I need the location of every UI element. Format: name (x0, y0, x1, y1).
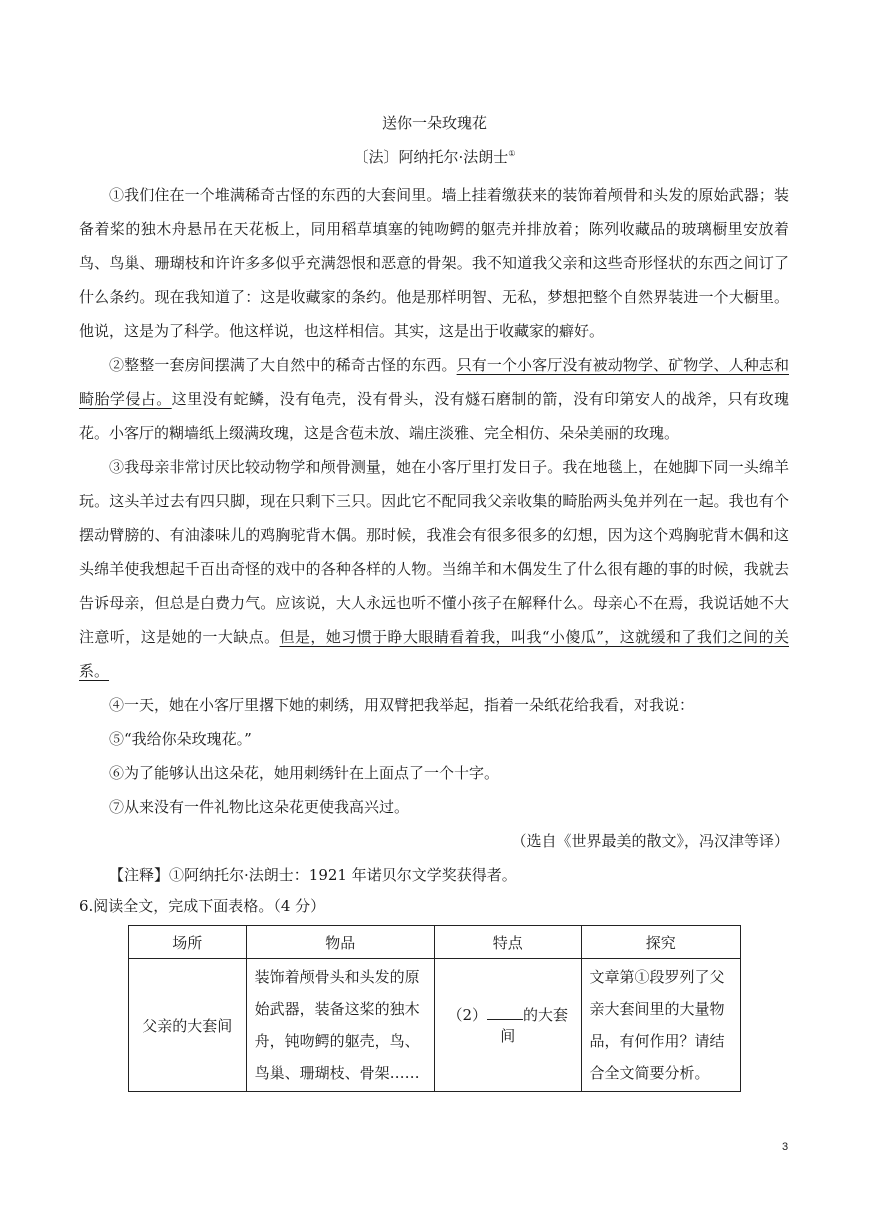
paragraph-5: ⑤“我给你朵玫瑰花。” (109, 730, 252, 748)
paragraph-3-text-a: ③我母亲非常讨厌比较动物学和颅骨测量，她在小客厅里打发日子。我在地毯上，在她脚下同一头绵羊玩。这头羊过去有四只脚，现在只剩下三只。因此它不配同我父亲收集的畸胎两头兔并列在一起。我也有个摆动臂膀的、有油漆味儿的鸡胸驼背木偶。那时候，我准会有很多很多的幻想，因为这个鸡胸驼背木偶和这头绵羊使我想起千百出奇怪的戏中的各种各样的人物。当绵羊和木偶发生了什么很有趣的事的时候，我就去告诉母亲，但总是白费力气。应该说，大人永远也听不懂小孩子在解释什么。母亲心不在焉，我说话她不大注意听，这是她的一大缺点。 (79, 458, 789, 646)
paragraph-3-underlined: 但是，她习惯于睁大眼睛看着我，叫我“小傻瓜”，这就缓和了我们之间的关系。 (79, 628, 789, 680)
table-row (129, 959, 741, 1092)
paragraph-2 (79, 348, 789, 450)
source-citation: （选自《世界最美的散文》，冯汉津等译） (511, 832, 789, 850)
header-items: 物品 (246, 926, 434, 959)
feature-prefix: （2） (447, 1006, 487, 1024)
table-header-row (129, 926, 741, 959)
author-note-mark: ① (508, 149, 516, 158)
essay-author (0, 146, 869, 167)
header-place: 场所 (129, 926, 247, 959)
essay-title: 送你一朵玫瑰花 (381, 114, 487, 132)
paragraph-4: ④一天，她在小客厅里撂下她的刺绣，用双臂把我举起，指着一朵纸花给我看，对我说： (109, 696, 695, 714)
cell-explore: 文章第①段罗列了父亲大套间里的大量物品，有何作用？请结合全文简要分析。 (581, 959, 740, 1092)
cell-feature (434, 959, 581, 1092)
paragraph-6: ⑥为了能够认出这朵花，她用刺绣针在上面点了一个十字。 (109, 764, 500, 782)
annotation-note: 【注释】①阿纳托尔·法朗士：1921 年诺贝尔文学奖获得者。 (109, 866, 517, 884)
author-name: 〔法〕阿纳托尔·法朗士 (353, 148, 509, 166)
paragraph-2-text-b: 这里没有蛇鳞，没有龟壳，没有骨头，没有燧石磨制的箭，没有印第安人的战斧，只有玫瑰花。小客厅的糊墙纸上缀满玫瑰，这是含苞未放、端庄淡雅、完全相仿、朵朵美丽的玫瑰。 (79, 390, 789, 442)
paragraph-1: ①我们住在一个堆满稀奇古怪的东西的大套间里。墙上挂着缴获来的装饰着颅骨和头发的原始武器；装备着桨的独木舟悬吊在天花板上，同用稻草填塞的钝吻鳄的躯壳并排放着；陈列收藏品的玻璃橱里安放着鸟、鸟巢、珊瑚枝和许许多多似乎充满怨恨和恶意的骨架。我不知道我父亲和这些奇形怪状的东西之间订了什么条约。现在我知道了：这是收藏家的条约。他是那样明智、无私，梦想把整个自然界装进一个大橱里。他说，这是为了科学。他这样说，也这样相信。其实，这是出于收藏家的癖好。 (79, 186, 789, 340)
header-explore: 探究 (581, 926, 740, 959)
paragraph-2-text-a: ②整整一套房间摆满了大自然中的稀奇古怪的东西。 (109, 356, 457, 374)
feature-blank[interactable] (487, 1005, 523, 1020)
page-number: 3 (782, 1141, 789, 1153)
essay-body (79, 178, 789, 892)
cell-place: 父亲的大套间 (129, 959, 247, 1092)
answer-table (128, 925, 741, 1092)
header-feature: 特点 (434, 926, 581, 959)
question-6: 6.阅读全文，完成下面表格。（4 分） (79, 897, 326, 915)
paragraph-7: ⑦从来没有一件礼物比这朵花更使我高兴过。 (109, 798, 410, 816)
cell-items: 装饰着颅骨头和头发的原始武器，装备这桨的独木舟，钝吻鳄的躯壳，鸟、鸟巢、珊瑚枝、骨架…… (246, 959, 434, 1092)
paragraph-2-underlined: 只有一个小客厅没有被动物学、矿物学、人种志和畸胎学侵占。 (79, 356, 789, 408)
feature-suffix: 的大套间 (500, 1006, 569, 1045)
paragraph-3 (79, 450, 789, 688)
